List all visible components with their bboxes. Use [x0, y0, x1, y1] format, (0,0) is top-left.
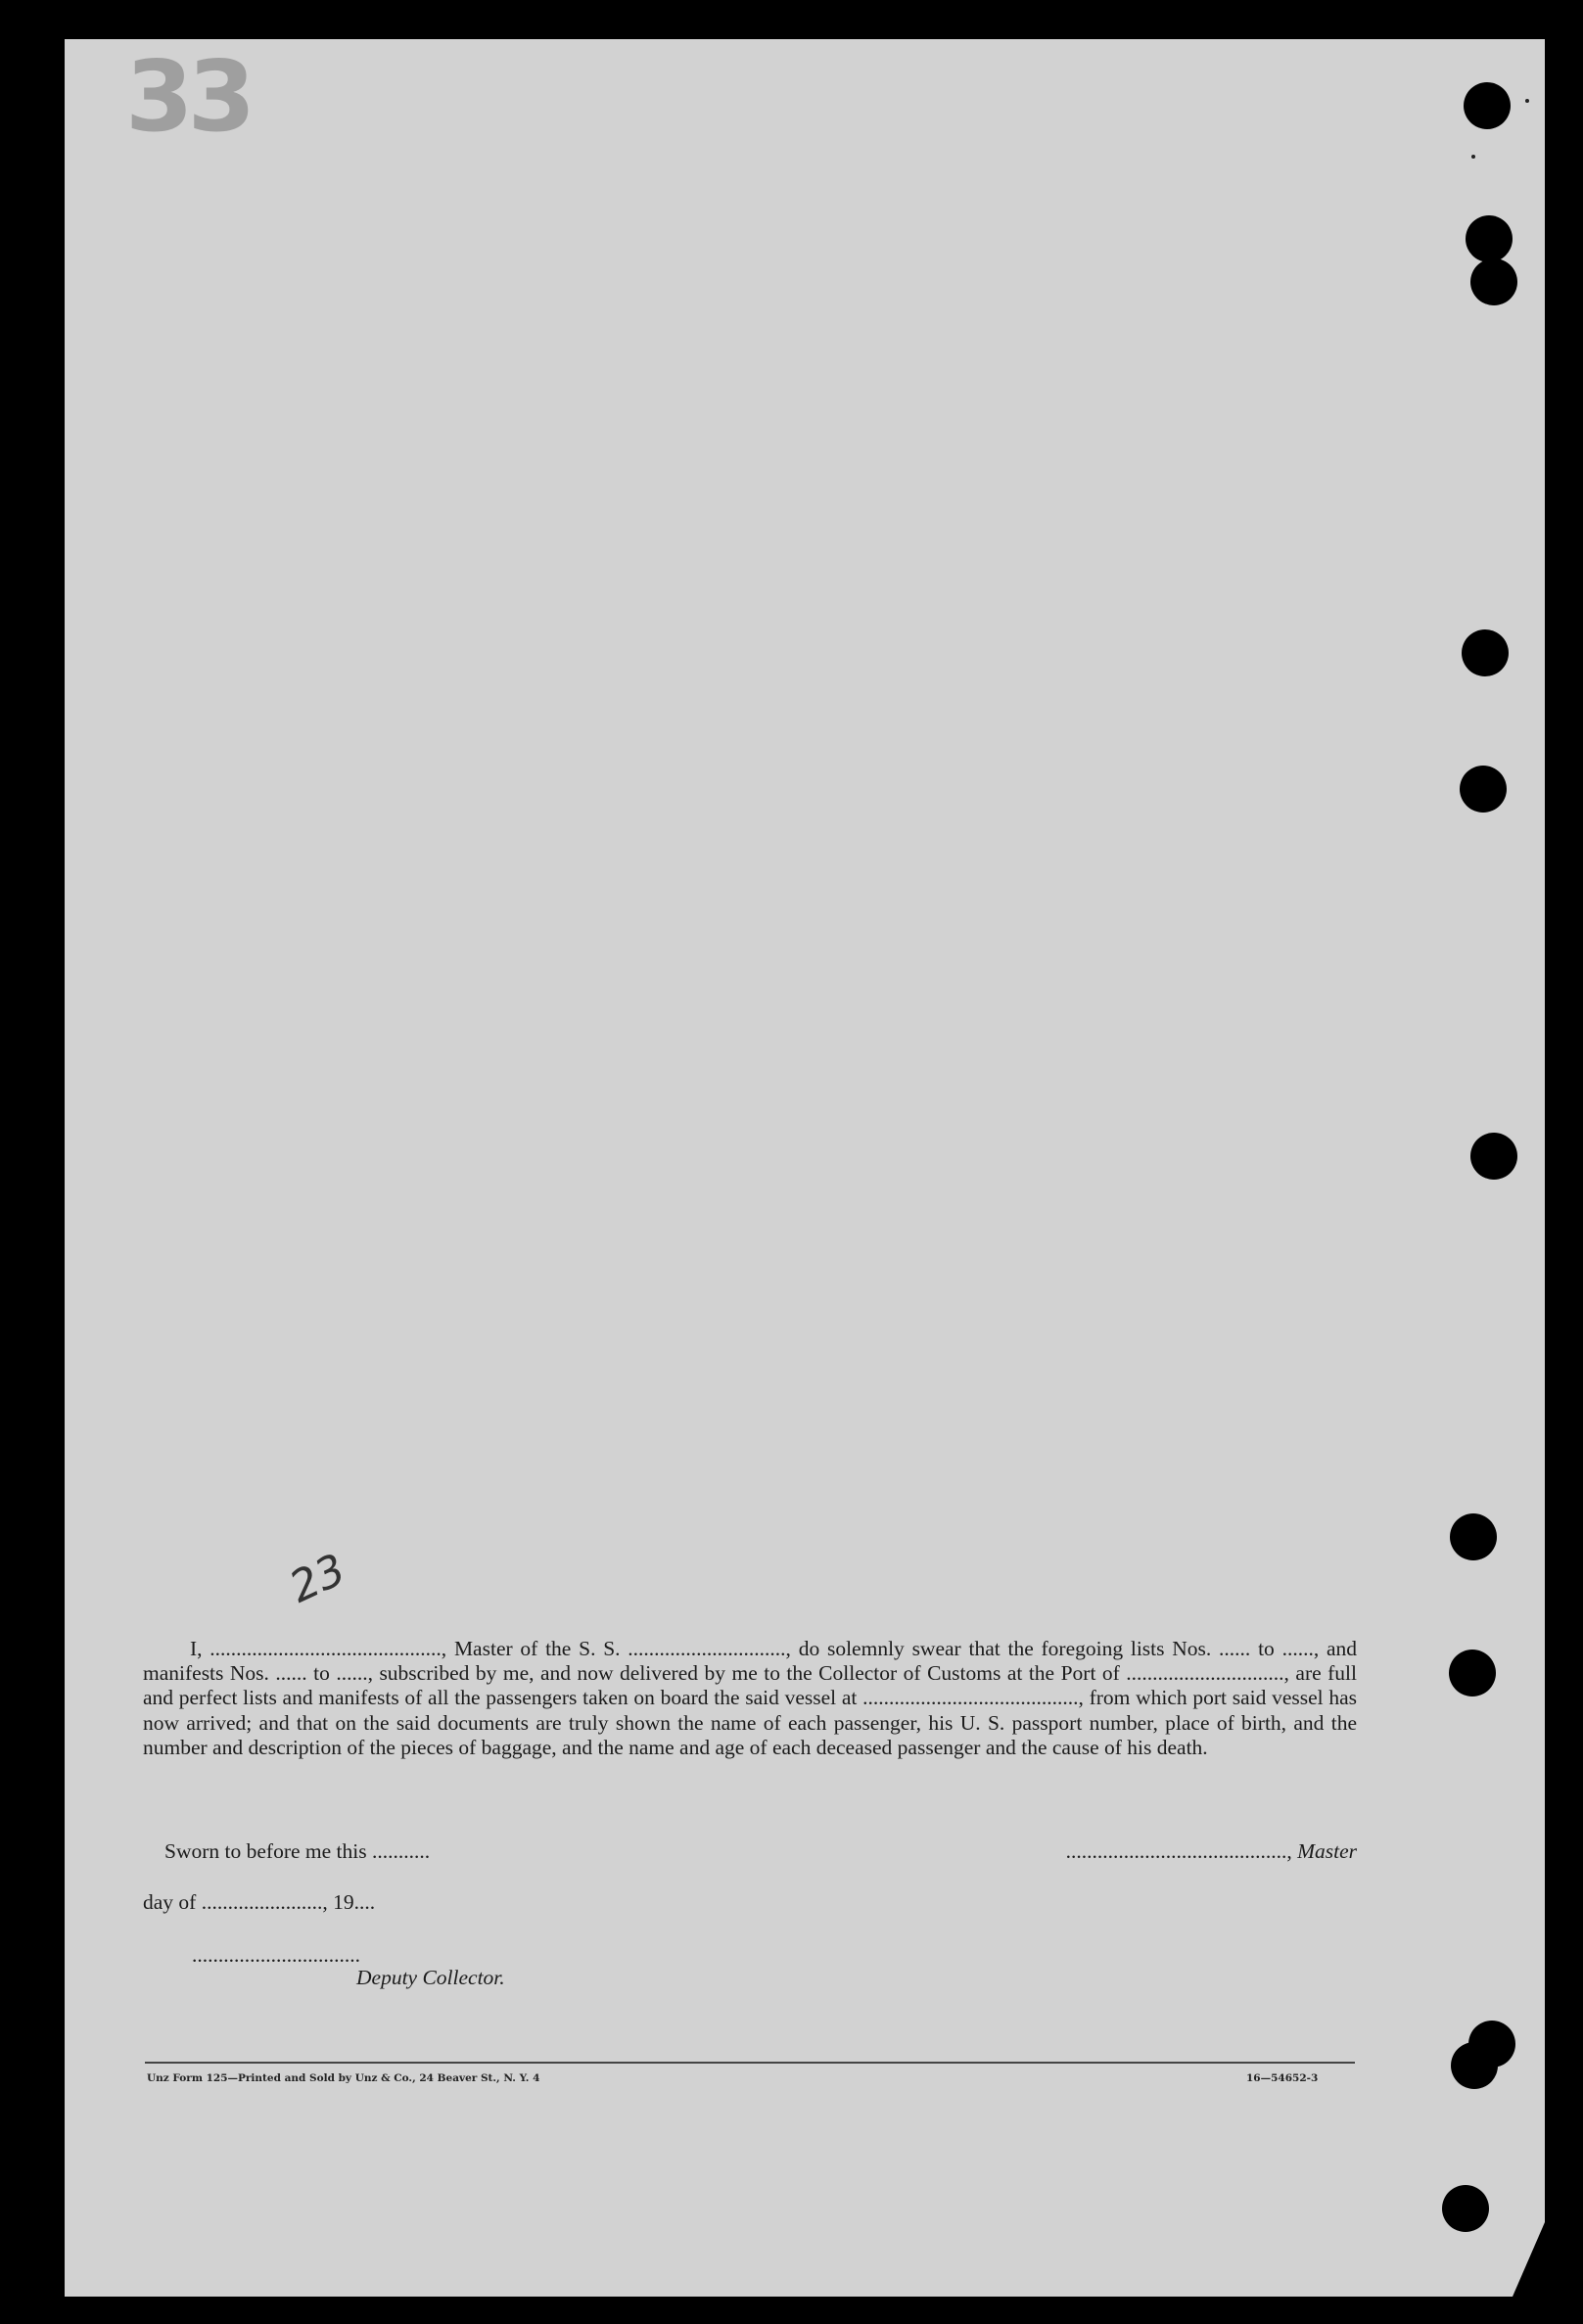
speck [1471, 155, 1475, 159]
day-line: day of ......................., 19.... [143, 1890, 376, 1914]
master-signature-line [820, 1839, 1357, 1864]
master-dots: .........................................., [1065, 1839, 1292, 1863]
oath-paragraph: I, ............................................, Master of the S. S. .............................., do solemnly swear that the foregoing lists Nos. ...... to ......, and manifests Nos. ...... to ......, subscribed by me, and now delivered by me to the Collector of Customs at the Port of .............................., are full and perfect lists and manifests of all the passengers taken on board the said vessel at ........................................., from which port said vessel has now arrived; and that on the said documents are truly shown the name of each passenger, his U. S. passport number, place of birth, and the number and description of the pieces of baggage, and the name and age of each deceased passenger and the cause of his death. [143, 1637, 1357, 1759]
speck [1525, 99, 1529, 103]
deputy-collector-label: Deputy Collector. [356, 1966, 505, 1989]
handwritten-note: 23 [282, 1544, 353, 1613]
punch-hole [1460, 766, 1507, 813]
footer-rule [145, 2062, 1355, 2064]
punch-hole [1442, 2185, 1489, 2232]
punch-hole [1470, 1133, 1517, 1180]
form-number: 16—54652-3 [1246, 2072, 1319, 2084]
form-imprint: Unz Form 125—Printed and Sold by Unz & Co., 24 Beaver St., N. Y. 4 [147, 2072, 540, 2084]
master-oath [143, 1637, 1357, 1760]
punch-hole [1466, 215, 1513, 262]
deputy-signature-dots: ................................ [192, 1943, 360, 1967]
punch-hole [1462, 629, 1509, 676]
punch-hole [1464, 82, 1511, 129]
punch-hole [1451, 2042, 1498, 2089]
punch-hole [1449, 1650, 1496, 1697]
punch-hole [1470, 258, 1517, 305]
sworn-line: Sworn to before me this ........... [164, 1839, 431, 1863]
corner-page-number: 33 [125, 39, 251, 154]
master-label: Master [1297, 1839, 1357, 1863]
punch-hole [1450, 1513, 1497, 1560]
